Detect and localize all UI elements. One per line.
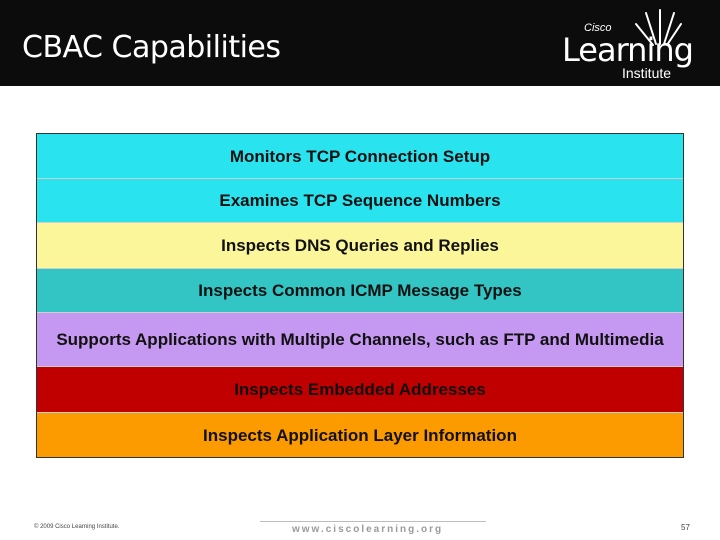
capability-text: Inspects DNS Queries and Replies bbox=[221, 236, 499, 255]
capability-text: Inspects Embedded Addresses bbox=[234, 380, 486, 399]
capability-band bbox=[37, 223, 683, 269]
capabilities-stack bbox=[36, 133, 684, 458]
footer-divider bbox=[260, 521, 486, 522]
copyright-text: © 2009 Cisco Learning Institute. bbox=[34, 524, 120, 530]
logo-institute-text: Institute bbox=[622, 65, 672, 81]
cisco-learning-institute-logo bbox=[562, 4, 712, 82]
capability-text: Inspects Common ICMP Message Types bbox=[198, 281, 522, 300]
capability-band bbox=[37, 134, 683, 179]
footer-url: www.ciscolearning.org bbox=[292, 524, 444, 535]
capability-text: Examines TCP Sequence Numbers bbox=[219, 191, 501, 210]
logo-cisco-text: Cisco bbox=[584, 22, 612, 34]
capability-text: Inspects Application Layer Information bbox=[203, 425, 517, 445]
capability-band bbox=[37, 179, 683, 223]
capability-text: Supports Applications with Multiple Channels, such as FTP and Multimedia bbox=[56, 330, 664, 349]
capability-text: Monitors TCP Connection Setup bbox=[229, 146, 491, 166]
capability-band bbox=[37, 367, 683, 413]
logo-learning-text: Learning bbox=[562, 31, 693, 69]
capability-band bbox=[37, 313, 683, 367]
capability-band bbox=[37, 413, 683, 457]
slide-header bbox=[0, 0, 720, 86]
slide-title: CBAC Capabilities bbox=[22, 30, 281, 65]
page-number: 57 bbox=[681, 523, 690, 532]
capability-band bbox=[37, 269, 683, 313]
